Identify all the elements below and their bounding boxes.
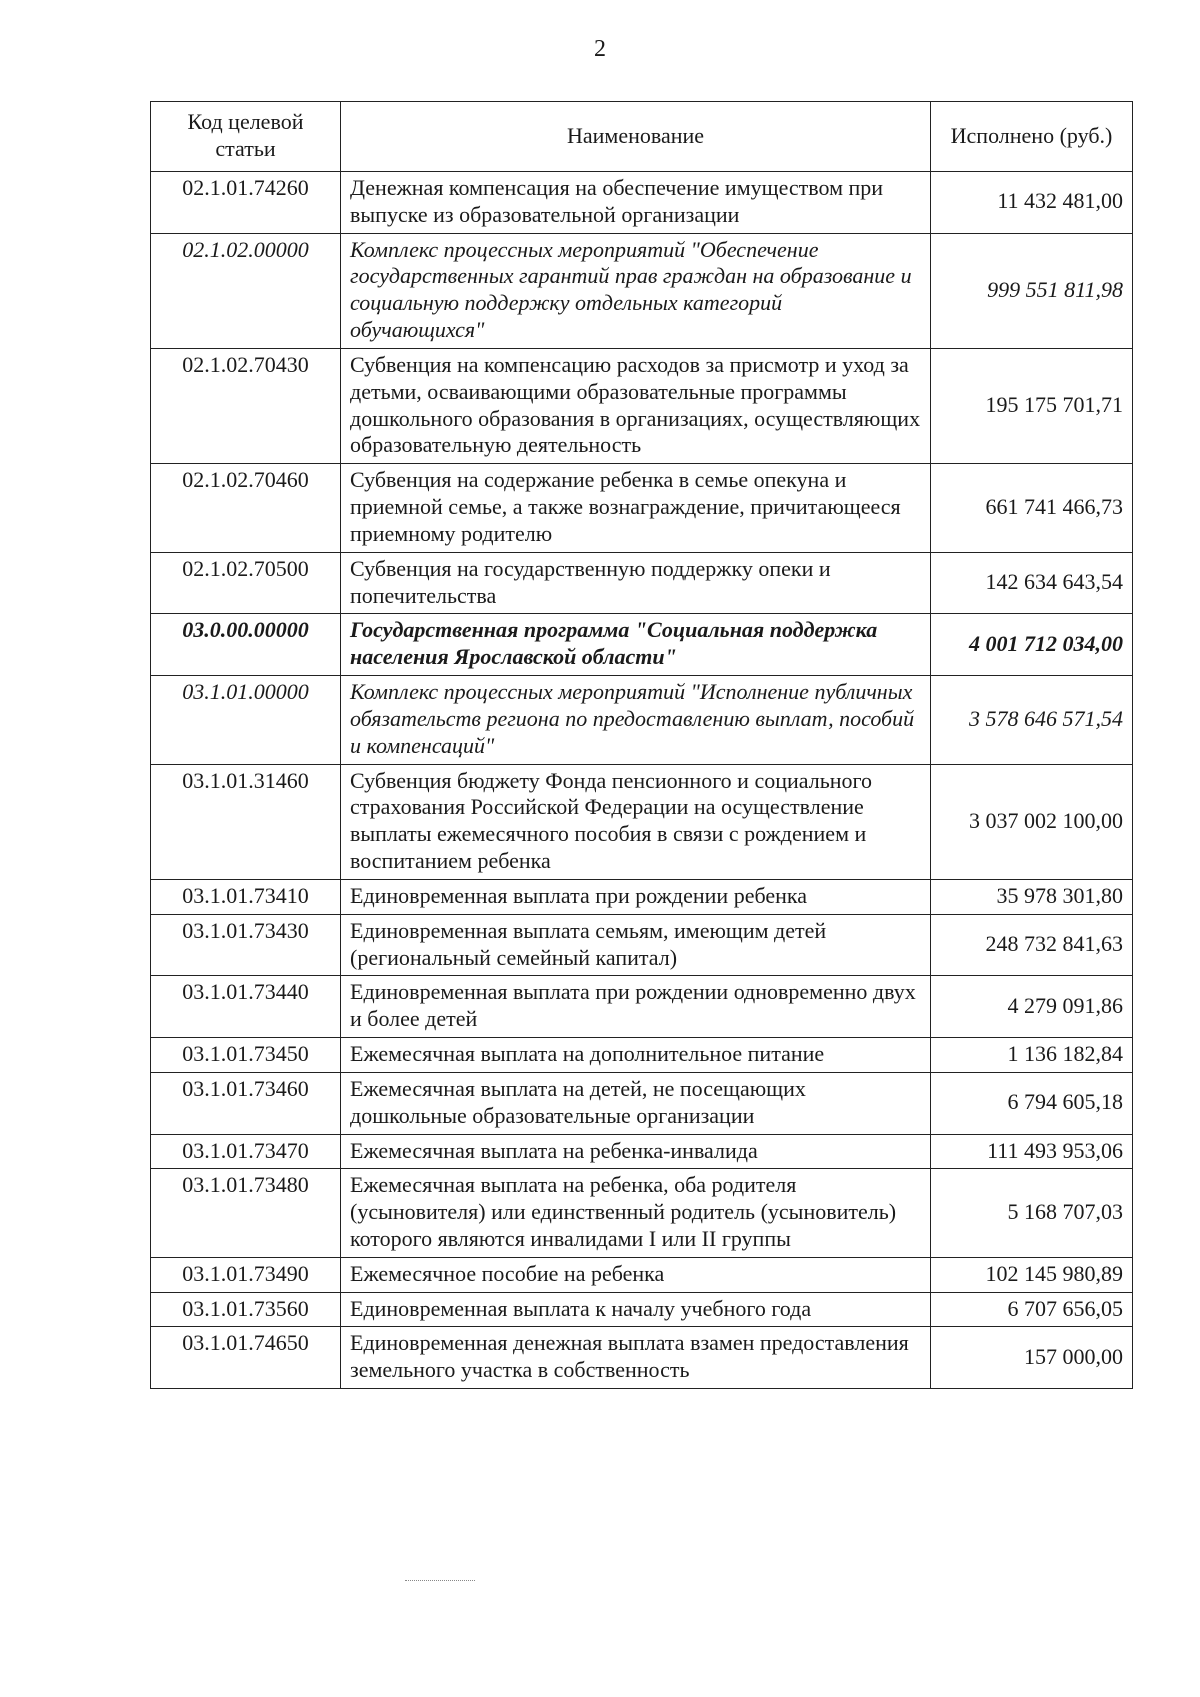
amount-cell: 111 493 953,06 bbox=[931, 1134, 1133, 1169]
amount-cell: 157 000,00 bbox=[931, 1327, 1133, 1389]
name-cell: Комплекс процессных мероприятий "Обеспечение государственных гарантий прав граждан на образование и социальную поддержку отдельных категорий обучающихся" bbox=[341, 233, 931, 348]
table-row bbox=[151, 1134, 1133, 1169]
name-cell: Субвенция на содержание ребенка в семье опекуна и приемной семье, а также вознаграждение, причитающееся приемному родителю bbox=[341, 464, 931, 552]
table-row bbox=[151, 764, 1133, 879]
amount-cell: 248 732 841,63 bbox=[931, 914, 1133, 976]
code-cell: 03.1.01.73470 bbox=[151, 1134, 341, 1169]
name-cell: Денежная компенсация на обеспечение имуществом при выпуске из образовательной организации bbox=[341, 172, 931, 234]
amount-cell: 11 432 481,00 bbox=[931, 172, 1133, 234]
amount-cell: 4 001 712 034,00 bbox=[931, 614, 1133, 676]
table-row bbox=[151, 976, 1133, 1038]
table-row bbox=[151, 676, 1133, 764]
code-cell: 03.1.01.73480 bbox=[151, 1169, 341, 1257]
table-row bbox=[151, 1169, 1133, 1257]
code-cell: 03.1.01.73410 bbox=[151, 879, 341, 914]
header-code: Код целевой статьи bbox=[151, 102, 341, 172]
name-cell: Комплекс процессных мероприятий "Исполнение публичных обязательств региона по предоставлению выплат, пособий и компенсаций" bbox=[341, 676, 931, 764]
header-name: Наименование bbox=[341, 102, 931, 172]
table-header-row bbox=[151, 102, 1133, 172]
code-cell: 03.1.01.00000 bbox=[151, 676, 341, 764]
budget-execution-table bbox=[150, 101, 1133, 1389]
table-row bbox=[151, 1327, 1133, 1389]
amount-cell: 661 741 466,73 bbox=[931, 464, 1133, 552]
table-row bbox=[151, 914, 1133, 976]
name-cell: Единовременная выплата при рождении одновременно двух и более детей bbox=[341, 976, 931, 1038]
table-row bbox=[151, 348, 1133, 463]
table-row bbox=[151, 1257, 1133, 1292]
amount-cell: 4 279 091,86 bbox=[931, 976, 1133, 1038]
amount-cell: 999 551 811,98 bbox=[931, 233, 1133, 348]
name-cell: Субвенция на компенсацию расходов за присмотр и уход за детьми, осваивающими образовательные программы дошкольного образования в организациях, осуществляющих образовательную деятельность bbox=[341, 348, 931, 463]
table-row bbox=[151, 1038, 1133, 1073]
amount-cell: 6 707 656,05 bbox=[931, 1292, 1133, 1327]
table-row bbox=[151, 172, 1133, 234]
code-cell: 02.1.02.70430 bbox=[151, 348, 341, 463]
code-cell: 03.1.01.31460 bbox=[151, 764, 341, 879]
code-cell: 03.1.01.73460 bbox=[151, 1072, 341, 1134]
code-cell: 02.1.02.70460 bbox=[151, 464, 341, 552]
amount-cell: 3 578 646 571,54 bbox=[931, 676, 1133, 764]
amount-cell: 6 794 605,18 bbox=[931, 1072, 1133, 1134]
table-body bbox=[151, 172, 1133, 1389]
name-cell: Субвенция бюджету Фонда пенсионного и социального страхования Российской Федерации на осуществление выплаты ежемесячного пособия в связи с рождением и воспитанием ребенка bbox=[341, 764, 931, 879]
code-cell: 03.1.01.73560 bbox=[151, 1292, 341, 1327]
code-cell: 03.1.01.74650 bbox=[151, 1327, 341, 1389]
table-row bbox=[151, 614, 1133, 676]
code-cell: 02.1.02.00000 bbox=[151, 233, 341, 348]
table-row bbox=[151, 552, 1133, 614]
table-row bbox=[151, 464, 1133, 552]
code-cell: 02.1.01.74260 bbox=[151, 172, 341, 234]
code-cell: 03.0.00.00000 bbox=[151, 614, 341, 676]
table-row bbox=[151, 233, 1133, 348]
code-cell: 03.1.01.73490 bbox=[151, 1257, 341, 1292]
amount-cell: 3 037 002 100,00 bbox=[931, 764, 1133, 879]
name-cell: Единовременная выплата к началу учебного года bbox=[341, 1292, 931, 1327]
amount-cell: 1 136 182,84 bbox=[931, 1038, 1133, 1073]
scan-artifact bbox=[405, 1580, 475, 1581]
amount-cell: 142 634 643,54 bbox=[931, 552, 1133, 614]
name-cell: Ежемесячная выплата на ребенка-инвалида bbox=[341, 1134, 931, 1169]
name-cell: Единовременная денежная выплата взамен предоставления земельного участка в собственность bbox=[341, 1327, 931, 1389]
name-cell: Субвенция на государственную поддержку опеки и попечительства bbox=[341, 552, 931, 614]
name-cell: Ежемесячная выплата на дополнительное питание bbox=[341, 1038, 931, 1073]
name-cell: Ежемесячная выплата на ребенка, оба родителя (усыновителя) или единственный родитель (усыновитель) которого являются инвалидами I или II группы bbox=[341, 1169, 931, 1257]
header-amount: Исполнено (руб.) bbox=[931, 102, 1133, 172]
code-cell: 02.1.02.70500 bbox=[151, 552, 341, 614]
table-row bbox=[151, 1292, 1133, 1327]
amount-cell: 35 978 301,80 bbox=[931, 879, 1133, 914]
page-number: 2 bbox=[594, 36, 606, 62]
code-cell: 03.1.01.73430 bbox=[151, 914, 341, 976]
code-cell: 03.1.01.73450 bbox=[151, 1038, 341, 1073]
name-cell: Ежемесячная выплата на детей, не посещающих дошкольные образовательные организации bbox=[341, 1072, 931, 1134]
amount-cell: 195 175 701,71 bbox=[931, 348, 1133, 463]
code-cell: 03.1.01.73440 bbox=[151, 976, 341, 1038]
name-cell: Единовременная выплата семьям, имеющим детей (региональный семейный капитал) bbox=[341, 914, 931, 976]
name-cell: Ежемесячное пособие на ребенка bbox=[341, 1257, 931, 1292]
table-row bbox=[151, 879, 1133, 914]
amount-cell: 102 145 980,89 bbox=[931, 1257, 1133, 1292]
table-row bbox=[151, 1072, 1133, 1134]
amount-cell: 5 168 707,03 bbox=[931, 1169, 1133, 1257]
name-cell: Единовременная выплата при рождении ребенка bbox=[341, 879, 931, 914]
name-cell: Государственная программа "Социальная поддержка населения Ярославской области" bbox=[341, 614, 931, 676]
